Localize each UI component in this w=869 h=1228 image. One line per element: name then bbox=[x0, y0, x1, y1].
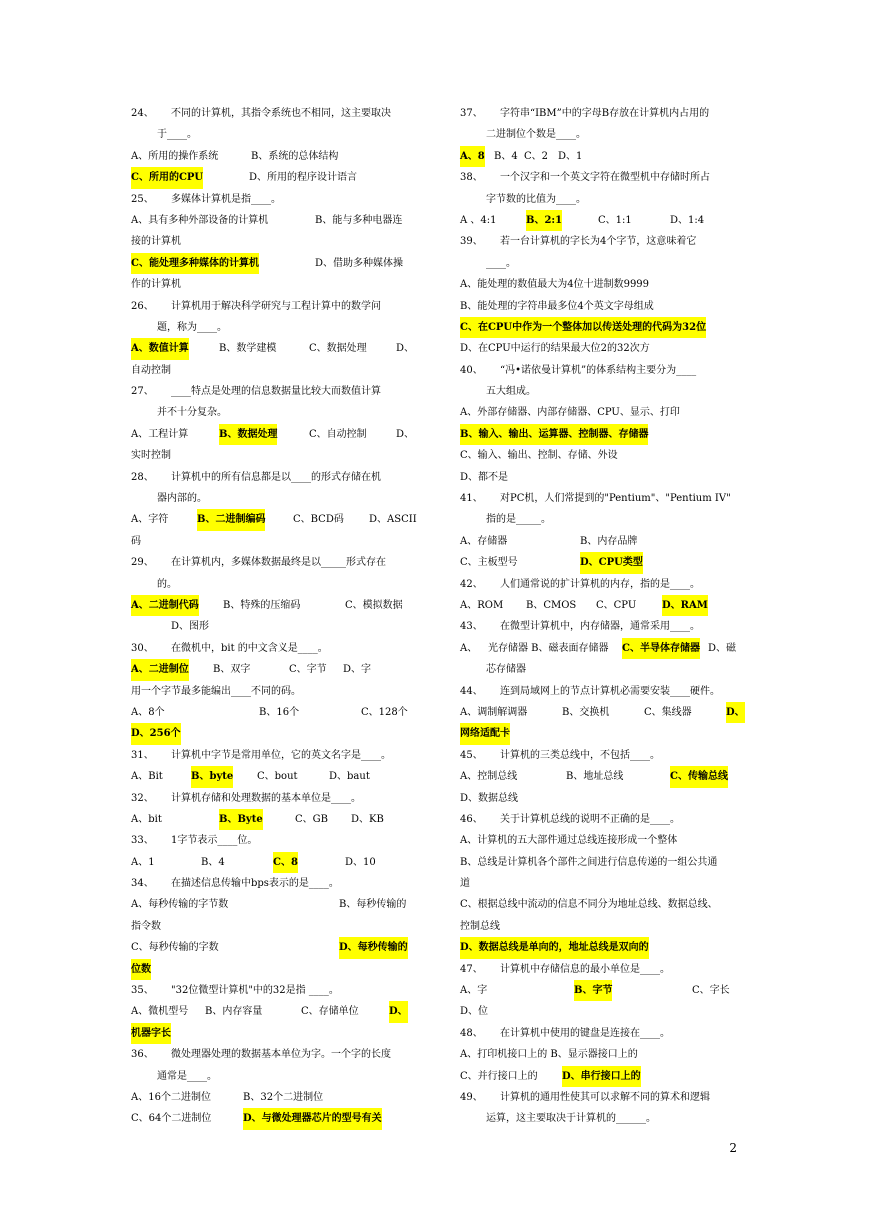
text-line bbox=[460, 1066, 739, 1087]
text-segment: 36、 bbox=[131, 1049, 154, 1061]
text-segment: C、主板型号 bbox=[460, 557, 518, 569]
text-line bbox=[460, 894, 739, 915]
text-segment: 字符串“IBM”中的字母B存放在计算机内占用的 bbox=[500, 108, 710, 119]
text-segment: 指的是_____。 bbox=[486, 514, 551, 526]
text-segment: 25、 bbox=[131, 193, 154, 205]
highlighted-answer: B、byte bbox=[191, 766, 233, 787]
text-segment: 45、 bbox=[460, 749, 483, 761]
highlighted-answer: A、二进制代码 bbox=[131, 595, 199, 616]
text-segment: C、128个 bbox=[361, 706, 408, 718]
text-segment: D、1:4 bbox=[670, 214, 705, 226]
text-segment: A、能处理的数值最大为4位十进制数9999 bbox=[460, 279, 650, 291]
text-segment: ____。 bbox=[486, 257, 516, 269]
highlighted-answer: A、二进制位 bbox=[131, 659, 189, 680]
text-line bbox=[460, 980, 739, 1001]
highlighted-answer: B、字节 bbox=[574, 980, 612, 1001]
text-segment: 42、 bbox=[460, 578, 483, 590]
text-line bbox=[460, 809, 739, 830]
text-line bbox=[460, 745, 739, 766]
text-line bbox=[131, 1023, 409, 1044]
text-segment: A、控制总线 bbox=[460, 771, 518, 783]
highlighted-answer: D、CPU类型 bbox=[580, 552, 643, 573]
text-line bbox=[131, 167, 409, 188]
text-segment: A、微机型号 bbox=[131, 1006, 189, 1018]
text-line bbox=[131, 766, 409, 787]
highlighted-answer: D、与微处理器芯片的型号有关 bbox=[243, 1108, 382, 1129]
text-segment: 并不十分复杂。 bbox=[157, 407, 227, 419]
highlighted-answer: C、能处理多种媒体的计算机 bbox=[131, 253, 259, 274]
text-segment: C、存储单位 bbox=[301, 1006, 359, 1018]
text-segment: A、存储器 bbox=[460, 535, 508, 547]
text-segment: 用一个字节最多能编出____不同的码。 bbox=[131, 685, 301, 697]
text-segment: A、打印机接口上的 B、显示器接口上的 bbox=[460, 1049, 638, 1061]
text-segment: A、ROM bbox=[460, 599, 504, 611]
text-segment: C、64个二进制位 bbox=[131, 1113, 212, 1125]
text-segment: 接的计算机 bbox=[131, 236, 181, 248]
highlighted-answer: B、二进制编码 bbox=[197, 509, 265, 530]
text-line bbox=[131, 788, 409, 809]
text-segment: A、16个二进制位 bbox=[131, 1091, 211, 1103]
text-segment: C、数据处理 bbox=[309, 343, 367, 355]
text-segment: 不同的计算机，其指令系统也不相同，这主要取决 bbox=[171, 108, 391, 119]
text-line bbox=[131, 509, 417, 530]
text-line bbox=[460, 659, 739, 680]
text-line bbox=[460, 531, 739, 552]
text-segment: C、2 bbox=[524, 150, 549, 162]
text-line bbox=[460, 574, 739, 595]
text-line bbox=[460, 552, 739, 573]
text-segment: 35、 bbox=[131, 985, 154, 997]
text-line bbox=[131, 595, 409, 616]
text-line bbox=[131, 894, 409, 915]
text-segment: A、调制解调器 bbox=[460, 706, 528, 718]
text-segment: 芯存储器 bbox=[486, 664, 526, 676]
text-line bbox=[131, 852, 409, 873]
text-segment: C、1:1 bbox=[598, 214, 632, 226]
highlighted-answer: D、RAM bbox=[662, 595, 708, 616]
text-segment: 49、 bbox=[460, 1091, 483, 1103]
text-segment: C、模拟数据 bbox=[345, 599, 403, 611]
text-line bbox=[460, 509, 739, 530]
text-segment: ____特点是处理的信息数据量比较大而数值计算 bbox=[171, 386, 381, 398]
text-line bbox=[131, 381, 409, 402]
text-segment: 器内部的。 bbox=[157, 493, 207, 505]
text-line bbox=[460, 638, 739, 659]
text-segment: 26、 bbox=[131, 300, 154, 312]
text-segment: 48、 bbox=[460, 1027, 483, 1039]
text-line bbox=[460, 274, 739, 295]
text-line bbox=[460, 189, 739, 210]
text-line bbox=[460, 873, 739, 894]
text-segment: B、内存品牌 bbox=[580, 535, 638, 547]
text-segment: A、外部存储器、内部存储器、CPU、显示、打印 bbox=[460, 407, 680, 419]
text-segment: 计算机用于解决科学研究与工程计算中的数学问 bbox=[171, 300, 381, 312]
text-segment: C、自动控制 bbox=[309, 428, 367, 440]
text-segment: A、工程计算 bbox=[131, 428, 189, 440]
right-column bbox=[460, 103, 745, 1130]
text-segment: 在描述信息传输中bps表示的是____。 bbox=[171, 878, 339, 890]
highlighted-answer: B、2:1 bbox=[526, 210, 562, 231]
text-line bbox=[131, 916, 409, 937]
text-segment: A、Bit bbox=[131, 771, 163, 783]
text-segment: B、双字 bbox=[213, 664, 251, 676]
text-segment: D、baut bbox=[329, 771, 370, 783]
text-segment: 计算机的通用性使其可以求解不同的算术和逻辑 bbox=[500, 1091, 710, 1103]
text-line bbox=[131, 681, 409, 702]
text-segment: 计算机中的所有信息都是以____的形式存储在机 bbox=[171, 471, 381, 483]
text-line bbox=[460, 702, 745, 723]
text-segment: B、数学建模 bbox=[219, 343, 277, 355]
text-line bbox=[460, 937, 739, 958]
text-line bbox=[460, 1023, 739, 1044]
text-segment: D、所用的程序设计语言 bbox=[249, 172, 358, 184]
text-segment: 30、 bbox=[131, 642, 154, 654]
highlighted-answer: 网络适配卡 bbox=[460, 723, 510, 744]
text-segment: 计算机存储和处理数据的基本单位是____。 bbox=[171, 792, 361, 804]
text-segment: C、输入、输出、控制、存储、外设 bbox=[460, 450, 618, 462]
text-segment: B、内存容量 bbox=[205, 1006, 263, 1018]
text-segment: 字节数的比值为____。 bbox=[486, 193, 586, 205]
text-line bbox=[460, 488, 739, 509]
text-segment: 在微机中，bit 的中文含义是____。 bbox=[171, 642, 328, 654]
text-line bbox=[131, 959, 409, 980]
text-line bbox=[460, 338, 739, 359]
text-line bbox=[460, 852, 739, 873]
text-segment: B、地址总线 bbox=[566, 771, 624, 783]
text-segment: A、具有多种外部设备的计算机 bbox=[131, 214, 269, 226]
text-segment: C、CPU bbox=[596, 599, 637, 611]
text-segment: 一个汉字和一个英文字符在微型机中存储时所占 bbox=[500, 172, 710, 184]
text-line bbox=[131, 467, 409, 488]
text-segment: 39、 bbox=[460, 236, 483, 248]
text-segment: B、16个 bbox=[259, 706, 300, 718]
text-line bbox=[131, 445, 409, 466]
text-segment: A、计算机的五大部件通过总线连接形成一个整体 bbox=[460, 835, 678, 847]
text-segment: 关于计算机总线的说明不正确的是____。 bbox=[500, 813, 680, 825]
text-line bbox=[460, 146, 739, 167]
text-segment: 计算机中字节是常用单位，它的英文名字是____。 bbox=[171, 749, 391, 761]
text-line bbox=[460, 103, 739, 124]
text-segment: 34、 bbox=[131, 878, 154, 890]
highlighted-answer: A、数值计算 bbox=[131, 338, 189, 359]
text-line bbox=[131, 231, 409, 252]
text-segment: 33、 bbox=[131, 835, 154, 847]
text-segment: 道 bbox=[460, 878, 470, 890]
text-segment: “冯•诺依曼计算机”的体系结构主要分为____ bbox=[500, 364, 697, 376]
text-segment: 通常是____。 bbox=[157, 1070, 217, 1082]
text-segment: 实时控制 bbox=[131, 450, 171, 462]
text-segment: 在微型计算机中，内存储器，通常采用____。 bbox=[500, 621, 700, 633]
text-line bbox=[460, 916, 739, 937]
text-segment: B、32个二进制位 bbox=[243, 1091, 324, 1103]
text-segment: 38、 bbox=[460, 172, 483, 184]
text-segment: D、数据总线 bbox=[460, 792, 519, 804]
text-segment: C、每秒传输的字数 bbox=[131, 942, 219, 954]
text-line bbox=[131, 702, 409, 723]
text-segment: C、GB bbox=[295, 813, 328, 825]
text-segment: 控制总线 bbox=[460, 920, 500, 932]
text-line bbox=[131, 402, 409, 423]
highlighted-answer: D、 bbox=[389, 1001, 408, 1022]
text-segment: 计算机的三类总线中，不包括____。 bbox=[500, 749, 660, 761]
highlighted-answer: C、半导体存储器 bbox=[622, 638, 700, 659]
text-segment: 连到局域网上的节点计算机必需要安装____硬件。 bbox=[500, 685, 720, 697]
text-segment: 多媒体计算机是指____。 bbox=[171, 193, 281, 205]
text-line bbox=[131, 809, 409, 830]
text-segment: A 、4:1 bbox=[460, 214, 497, 226]
text-line bbox=[131, 1066, 409, 1087]
text-segment: 29、 bbox=[131, 557, 154, 569]
text-line bbox=[460, 167, 739, 188]
text-line bbox=[131, 937, 409, 958]
text-segment: C、bout bbox=[257, 771, 298, 783]
text-line bbox=[460, 210, 739, 231]
highlighted-answer: D、每秒传输的 bbox=[339, 937, 408, 958]
text-segment: B、总线是计算机各个部件之间进行信息传递的一组公共通 bbox=[460, 856, 718, 868]
text-segment: C、并行接口上的 bbox=[460, 1070, 538, 1082]
text-segment: 40、 bbox=[460, 364, 483, 376]
text-line bbox=[460, 959, 739, 980]
text-line bbox=[460, 788, 739, 809]
text-line bbox=[460, 445, 739, 466]
text-line bbox=[131, 1001, 409, 1022]
text-segment: B、4 bbox=[201, 856, 225, 868]
text-segment: 作的计算机 bbox=[131, 279, 181, 291]
text-line bbox=[131, 616, 409, 637]
text-segment: B、交换机 bbox=[562, 706, 610, 718]
text-segment: 在计算机中使用的键盘是连接在____。 bbox=[500, 1027, 670, 1039]
text-segment: 44、 bbox=[460, 685, 483, 697]
highlighted-answer: C、在CPU中作为一个整体加以传送处理的代码为32位 bbox=[460, 317, 706, 338]
text-segment: B、系统的总体结构 bbox=[251, 150, 339, 162]
text-segment: D、1 bbox=[558, 150, 583, 162]
text-segment: 运算，这主要取决于计算机的______。 bbox=[486, 1113, 656, 1125]
text-line bbox=[131, 552, 409, 573]
text-line bbox=[460, 317, 739, 338]
text-segment: 27、 bbox=[131, 386, 154, 398]
highlighted-answer: 机器字长 bbox=[131, 1023, 171, 1044]
text-line bbox=[460, 253, 739, 274]
text-line bbox=[131, 659, 409, 680]
text-line bbox=[460, 402, 739, 423]
text-line bbox=[131, 488, 409, 509]
text-segment: 于____。 bbox=[157, 129, 197, 141]
text-segment: 对PC机，人们常提到的"Pentium"、"Pentium IV" bbox=[500, 493, 731, 505]
text-segment: 的。 bbox=[157, 578, 177, 590]
text-segment: C、集线器 bbox=[644, 706, 692, 718]
text-line bbox=[460, 595, 739, 616]
highlighted-answer: B、Byte bbox=[219, 809, 263, 830]
text-line bbox=[131, 1044, 409, 1065]
text-segment: A、8个 bbox=[131, 706, 165, 718]
text-segment: B、特殊的压缩码 bbox=[223, 599, 301, 611]
text-segment: 37、 bbox=[460, 108, 483, 119]
text-segment: C、BCD码 bbox=[293, 514, 344, 526]
text-segment: 题，称为____。 bbox=[157, 321, 227, 333]
highlighted-answer: D、串行接口上的 bbox=[562, 1066, 641, 1087]
text-segment: D、ASCII bbox=[369, 514, 417, 526]
text-segment: 指令数 bbox=[131, 920, 161, 932]
text-segment: A、字 bbox=[460, 985, 488, 997]
text-segment: D、在CPU中运行的结果最大位2的32次方 bbox=[460, 343, 650, 355]
highlighted-answer: C、8 bbox=[273, 852, 298, 873]
text-segment: D、KB bbox=[351, 813, 384, 825]
text-line bbox=[131, 723, 409, 744]
text-segment: A、每秒传输的字节数 bbox=[131, 899, 229, 911]
text-segment: C、根据总线中流动的信息不同分为地址总线、数据总线、 bbox=[460, 899, 718, 911]
text-segment: 码 bbox=[131, 535, 141, 547]
text-line bbox=[460, 424, 739, 445]
text-line bbox=[460, 381, 739, 402]
text-segment: 43、 bbox=[460, 621, 483, 633]
text-segment: 自动控制 bbox=[131, 364, 171, 376]
text-line bbox=[131, 103, 409, 124]
text-line bbox=[460, 1108, 739, 1129]
text-segment: 47、 bbox=[460, 963, 483, 975]
text-line bbox=[131, 189, 409, 210]
highlighted-answer: A、8 bbox=[460, 146, 485, 167]
highlighted-answer: C、传输总线 bbox=[670, 766, 728, 787]
text-segment: B、每秒传输的 bbox=[339, 899, 407, 911]
page-number: 2 bbox=[729, 1141, 737, 1155]
text-line bbox=[131, 638, 409, 659]
text-segment: D、磁 bbox=[708, 642, 737, 654]
text-segment: 若一台计算机的字长为4个字节，这意味着它 bbox=[500, 236, 697, 248]
text-line bbox=[460, 467, 739, 488]
text-segment: D、 bbox=[396, 343, 415, 355]
text-segment: D、图形 bbox=[171, 621, 210, 633]
text-line bbox=[131, 274, 409, 295]
highlighted-answer: D、 bbox=[726, 702, 745, 723]
text-segment: 人们通常说的扩计算机的内存，指的是____。 bbox=[500, 578, 700, 590]
text-segment: C、字长 bbox=[692, 985, 730, 997]
text-line bbox=[460, 124, 739, 145]
text-line bbox=[131, 830, 409, 851]
text-line bbox=[131, 980, 409, 1001]
text-segment: D、位 bbox=[460, 1006, 489, 1018]
text-line bbox=[131, 1108, 409, 1129]
text-segment: 光存储器 B、磁表面存储器 bbox=[488, 642, 609, 654]
text-segment: B、能与多种电器连 bbox=[315, 214, 403, 226]
highlighted-answer: C、所用的CPU bbox=[131, 167, 203, 188]
text-segment: A、1 bbox=[131, 856, 155, 868]
text-segment: B、能处理的字符串最多位4个英文字母组成 bbox=[460, 300, 654, 312]
text-line bbox=[131, 210, 409, 231]
text-segment: 在计算机内，多媒体数据最终是以_____形式存在 bbox=[171, 557, 386, 569]
text-line bbox=[131, 317, 409, 338]
text-segment: A、bit bbox=[131, 813, 162, 825]
left-column bbox=[131, 103, 417, 1130]
text-segment: 46、 bbox=[460, 813, 483, 825]
text-line bbox=[131, 360, 409, 381]
text-segment: C、字节 bbox=[289, 664, 327, 676]
text-line bbox=[131, 873, 409, 894]
text-line bbox=[460, 766, 739, 787]
text-line bbox=[131, 1087, 409, 1108]
text-line bbox=[460, 616, 739, 637]
text-line bbox=[460, 360, 739, 381]
text-segment: 1字节表示____位。 bbox=[171, 835, 258, 847]
text-segment: 微处理器处理的数据基本单位为字。一个字的长度 bbox=[171, 1049, 391, 1061]
text-segment: A、 bbox=[460, 642, 478, 654]
text-segment: B、CMOS bbox=[526, 599, 577, 611]
text-line bbox=[131, 296, 409, 317]
highlighted-answer: B、数据处理 bbox=[219, 424, 277, 445]
text-segment: A、所用的操作系统 bbox=[131, 150, 219, 162]
text-segment: B、4 bbox=[494, 150, 518, 162]
text-segment: D、 bbox=[396, 428, 415, 440]
text-segment: 41、 bbox=[460, 493, 483, 505]
text-segment: A、字符 bbox=[131, 514, 169, 526]
text-segment: 五大组成。 bbox=[486, 386, 536, 398]
text-line bbox=[131, 574, 409, 595]
highlighted-answer: D、256个 bbox=[131, 723, 181, 744]
text-segment: D、字 bbox=[343, 664, 372, 676]
text-line bbox=[131, 124, 409, 145]
text-segment: D、都不是 bbox=[460, 471, 509, 483]
highlighted-answer: 位数 bbox=[131, 959, 151, 980]
highlighted-answer: B、输入、输出、运算器、控制器、存储器 bbox=[460, 424, 648, 445]
text-line bbox=[460, 830, 739, 851]
text-line bbox=[460, 1044, 739, 1065]
text-segment: 24、 bbox=[131, 108, 154, 119]
text-line bbox=[460, 681, 739, 702]
text-line bbox=[131, 338, 415, 359]
text-line bbox=[460, 296, 739, 317]
text-line bbox=[131, 745, 409, 766]
text-segment: 二进制位个数是____。 bbox=[486, 129, 586, 141]
text-segment: "32位微型计算机"中的32是指 ____。 bbox=[171, 985, 339, 997]
text-line bbox=[131, 146, 409, 167]
text-segment: 28、 bbox=[131, 471, 154, 483]
text-line bbox=[131, 531, 409, 552]
text-line bbox=[131, 424, 415, 445]
text-segment: D、借助多种媒体操 bbox=[315, 257, 404, 269]
text-line bbox=[131, 253, 409, 274]
text-line bbox=[460, 723, 739, 744]
text-line bbox=[460, 231, 739, 252]
text-segment: 32、 bbox=[131, 792, 154, 804]
text-line bbox=[460, 1087, 739, 1108]
highlighted-answer: D、数据总线是单向的，地址总线是双向的 bbox=[460, 937, 649, 958]
text-segment: D、10 bbox=[345, 856, 376, 868]
text-segment: 31、 bbox=[131, 749, 154, 761]
text-line bbox=[460, 1001, 739, 1022]
text-segment: 计算机中存储信息的最小单位是____。 bbox=[500, 963, 670, 975]
